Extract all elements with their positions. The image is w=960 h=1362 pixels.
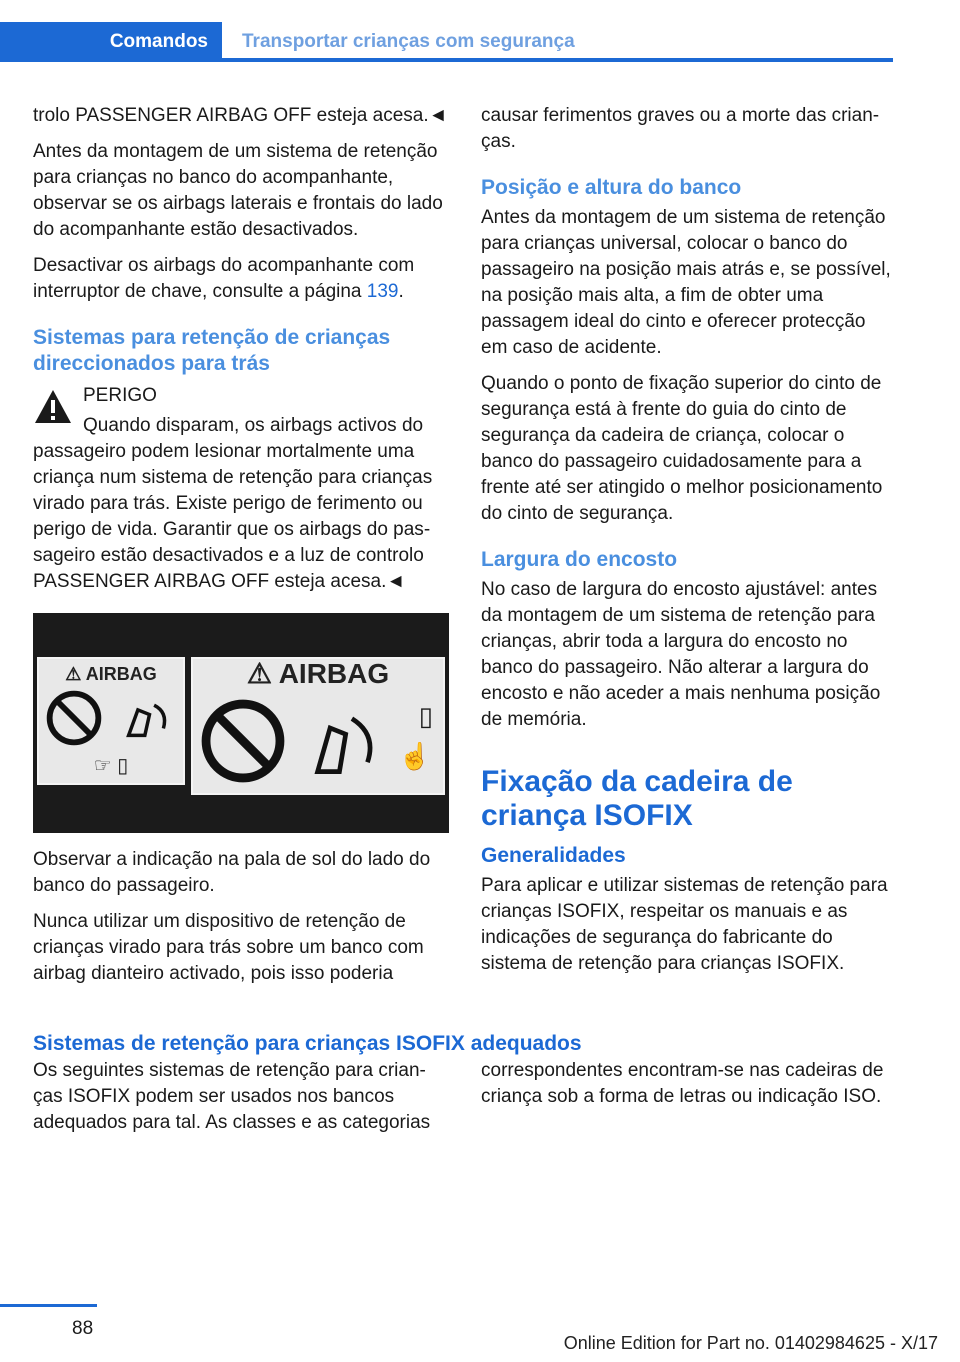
page-link[interactable]: 139 [366,281,399,302]
right-column [481,103,897,987]
airbag-panel-small [37,657,185,785]
hand-book-icon: ☞ ▯ [93,755,129,777]
paragraph-text: . [398,281,404,302]
airbag-panel-large [191,657,445,795]
no-child-seat-icon [45,689,103,747]
footer-rule [0,1304,97,1307]
airbag-deploy-icon [117,689,175,747]
airbag-label-image [33,613,449,833]
paragraph: Antes da montagem de um sistema de retenção para crianças no banco do acompanhante, observar se os airbags laterais e frontais do lado do acompanhante estão desactivados. [33,141,443,240]
paragraph: Antes da montagem de um sistema de retenção para crianças universal, colocar o banco do passageiro na posição mais atrás e, se possível, na posição mais alta, a fim de obter uma passagem ideal do cinto e oferecer protecção em caso de acidente. [481,207,891,358]
danger-title: PERIGO [83,385,157,406]
subsection-tab[interactable]: Transportar crianças com segurança [222,22,893,62]
panel-title: ⚠ AIRBAG [65,664,157,684]
paragraph [33,253,449,305]
book-icon: ▯ [418,701,433,731]
warning-icon: ⚠ [65,664,86,684]
paragraph: causar ferimentos graves ou a morte das crianças. [481,105,880,152]
paragraph: Os seguintes sistemas de retenção para crianças ISOFIX podem ser usados nos bancos adequados para tal. As classes e as categorias [33,1060,431,1133]
chapter-heading: Fixação da cadeira de criança ISOFIX [481,765,793,832]
warning-icon [33,387,73,427]
hand-icon: ☝ [398,741,431,771]
section-heading: Largura do encosto [481,548,678,571]
edition-footer: Online Edition for Part no. 01402984625 - X/17 [563,1333,938,1353]
left-column [33,103,449,997]
danger-notice [33,383,449,409]
section-heading: Sistemas de retenção para crianças ISOFIX adequados [33,1032,582,1055]
paragraph: correspondentes encontram-se nas cadeiras de criança sob a forma de letras ou indicação ISO. [481,1060,884,1107]
section-tab[interactable]: Comandos [0,22,222,62]
header-bar [0,22,893,62]
section-heading: Sistemas para retenção de crianças direccionados para trás [33,326,391,375]
danger-text: Quando disparam, os airbags activos do passageiro podem lesionar mortalmente uma criança num sistema de retenção para crianças virado para trás. Existe perigo de ferimento ou perigo de vida. Garantir que os airbags do passageiro estão desactivados e a luz de controlo PASSENGER AIRBAG OFF esteja acesa.◄ [33,415,433,592]
paragraph: Para aplicar e utilizar sistemas de retenção para crianças ISOFIX, respeitar os manuais e as indicações de segurança do fabricante do sistema de retenção para crianças ISOFIX. [481,875,888,974]
paragraph: trolo PASSENGER AIRBAG OFF esteja acesa.◄ [33,105,448,126]
paragraph: Quando o ponto de fixação superior do cinto de segurança está à frente do guia do cinto de segurança da cadeira de criança, colocar o banco do passageiro cuidadosamente para a frente até ser atingido o melhor posicionamento do cinto de segurança. [481,373,883,524]
airbag-deploy-icon [293,703,389,781]
page-number: 88 [72,1318,94,1339]
section-heading: Posição e altura do banco [481,176,742,199]
warning-icon: ⚠ [246,658,279,689]
paragraph: No caso de largura do encosto ajustável: antes da montagem de um sistema de retenção para crianças, abrir toda a largura do encosto no banco do passageiro. Não alterar a largura do encosto e não aceder a mais nenhuma posição de memória. [481,579,881,730]
no-child-seat-icon [199,697,287,785]
section-heading: Generalidades [481,844,626,867]
paragraph: Observar a indicação na pala de sol do lado do banco do passageiro. [33,849,431,896]
paragraph: Nunca utilizar um dispositivo de retenção de crianças virado para trás sobre um banco com airbag dianteiro activado, pois isso poderia [33,911,424,984]
paragraph-text: Desactivar os airbags do acompanhante com interruptor de chave, consulte a página [33,255,415,302]
panel-title: ⚠ AIRBAG [246,658,390,689]
